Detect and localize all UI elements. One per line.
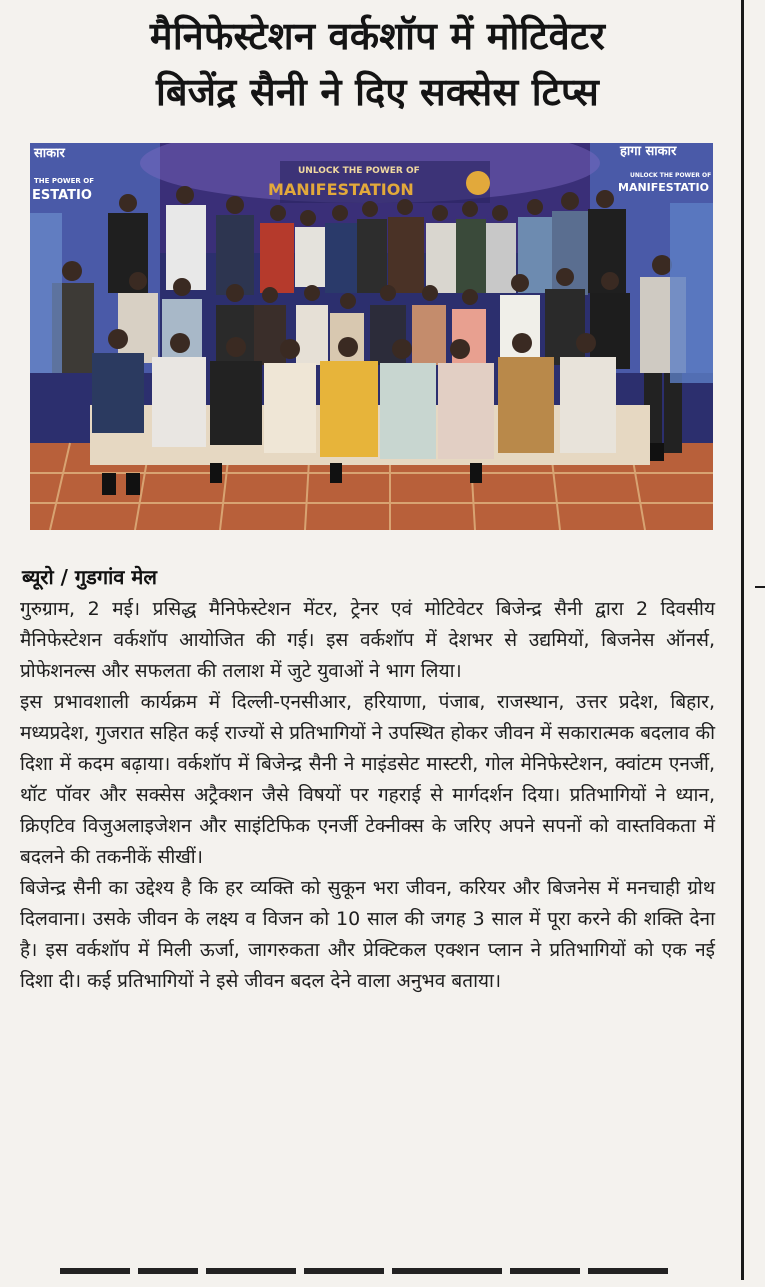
paragraph-2: इस प्रभावशाली कार्यक्रम में दिल्ली-एनसीआर, हरियाणा, पंजाब, राजस्थान, उत्तर प्रदेश, बिहार, मध्यप्रदेश, गुजरात सहित कई राज्यों से प्रतिभागियों ने उपस्थित होकर जीवन में सकारात्मक बदलाव की दिशा में कदम बढ़ाया। वर्कशॉप में बिजेन्द्र सैनी ने माइंडसेट मास्टरी, गोल मेनिफेस्टेशन, क्वांटम एनर्जी, थॉट पॉवर और सक्सेस अट्रैक्शन जैसे विषयों पर गहराई से मार्गदर्शन दिया। प्रतिभागियों ने ध्यान, क्रिएटिव विजुअलाइजेशन और साइंटिफिक एनर्जी टेक्नीक्स के जरिए अपने सपनों को वास्तविकता में बदलने की तकनीकें सीखीं। bbox=[20, 691, 715, 868]
event-logo-icon bbox=[466, 171, 490, 195]
headline-line-2: बिजेंद्र सैनी ने दिए सक्सेस टिप्स bbox=[156, 70, 599, 114]
banner-left-sub: THE POWER OF bbox=[34, 177, 94, 185]
column-rule bbox=[741, 0, 744, 1280]
byline: ब्यूरो / गुडगांव मेल bbox=[22, 565, 157, 589]
banner-left-main: ESTATIO bbox=[32, 188, 92, 203]
paragraph-1: गुरुग्राम, 2 मई। प्रसिद्ध मैनिफेस्टेशन मेंटर, ट्रेनर एवं मोटिवेटर बिजेन्द्र सैनी द्वारा 2 दिवसीय मैनिफेस्टेशन वर्कशॉप आयोजित की गई। इस वर्कशॉप में देशभर से उद्यमियों, बिजनेस ऑनर्स, प्रोफेशनल्स और सफलता की तलाश में जुटे युवाओं ने भाग लिया। bbox=[20, 598, 715, 682]
banner-left-top: साकार bbox=[34, 146, 65, 161]
headline bbox=[20, 8, 735, 120]
paragraph-3: बिजेन्द्र सैनी का उद्देश्य है कि हर व्यक्ति को सुकून भरा जीवन, करियर और बिजनेस में मनचाही ग्रोथ दिलवाना। उसके जीवन के लक्ष्य व विजन को 10 साल की जगह 3 साल में पूरा करने की शक्ति देना है। इस वर्कशॉप में मिली ऊर्जा, जागरुकता और प्रेक्टिकल एक्शन प्लान ने प्रतिभागियों को एक नई दिशा दी। कई प्रतिभागियों ने इसे जीवन बदल देने वाला अनुभव बताया। bbox=[20, 877, 715, 992]
banner-center-sub: UNLOCK THE POWER OF bbox=[298, 166, 420, 176]
article-body bbox=[20, 562, 715, 997]
group-photo bbox=[30, 143, 713, 530]
banner-center-main: MANIFESTATION bbox=[268, 180, 414, 199]
edge-tick-mark bbox=[755, 586, 765, 588]
banner-right-main: MANIFESTATIO bbox=[618, 181, 709, 194]
banner-right-sub: UNLOCK THE POWER OF bbox=[630, 172, 712, 179]
headline-line-1: मैनिफेस्टेशन वर्कशॉप में मोटिवेटर bbox=[149, 14, 606, 58]
next-article-fragment bbox=[60, 1268, 680, 1280]
banner-right-top: हागा साकार bbox=[620, 144, 677, 159]
